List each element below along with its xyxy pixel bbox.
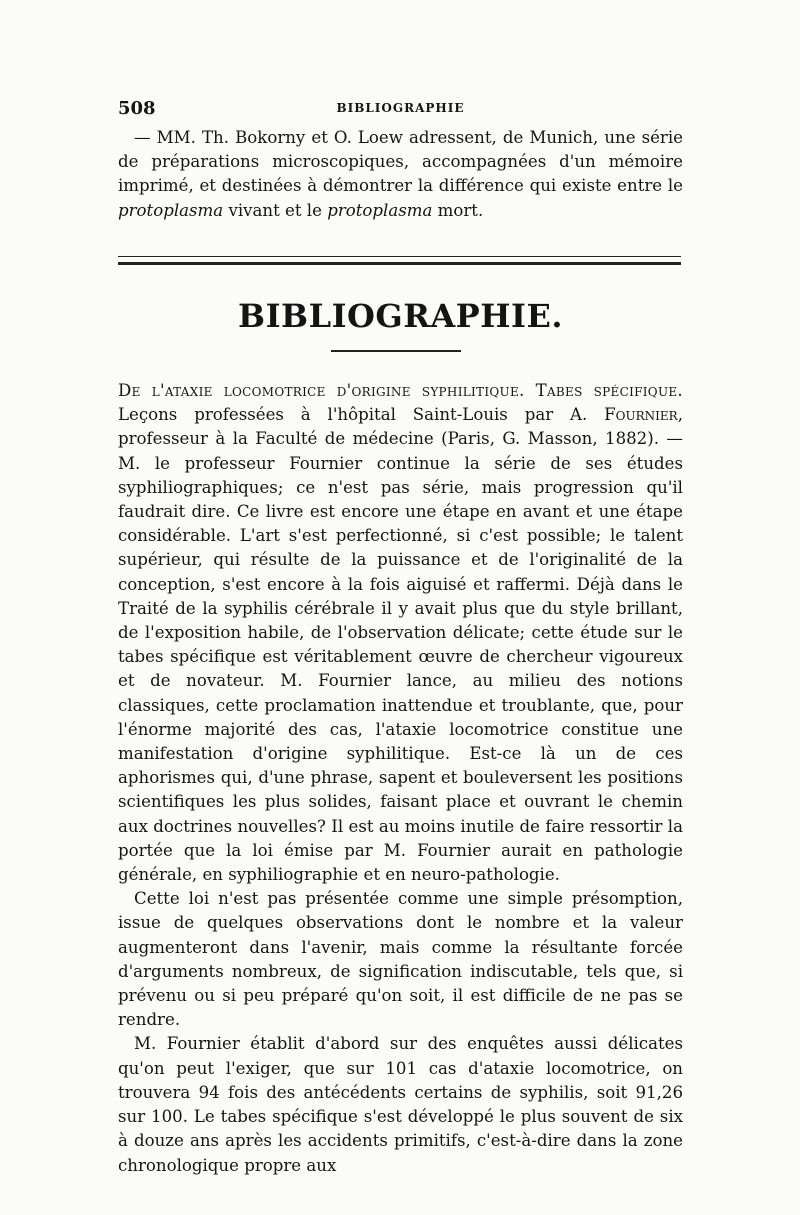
intro-paragraph xyxy=(118,126,683,223)
article-lead-b: , professeur à la Faculté de médecine (Paris, G. Masson, 1882). — M. le professeur Fournier continue la série de ses études syphiliographiques; ce n'est pas série, mais progression qu'il faudrait dire. Ce livre est encore une étape en avant et une étape considérable. L'art s'est perfectionné, si c'est possible; le talent supérieur, qui résulte de la puissance et de l'originalité de la conception, s'est encore à la fois aiguisé et raffermi. Déjà dans le Traité de la syphilis cérébrale il y avait plus que du style brillant, de l'exposition habile, de l'observation délicate; cette étude sur le tabes spécifique est véritablement œuvre de chercheur vigoureux et de novateur. M. Fournier lance, au milieu des notions classiques, cette proclamation inattendue et troublante, que, pour l'énorme majorité des cas, l'ataxie locomotrice constitue une manifestation d'origine syphilitique. Est-ce là un de ces aphorismes qui, d'une phrase, sapent et bouleversent les positions scientifiques les plus solides, faisant place et ouvrant le chemin aux doctrines nouvelles? Il est au moins inutile de faire ressortir la portée que la loi émise par M. Fournier aurait en pathologie générale, en syphiliographie et en neuro-pathologie. xyxy=(118,405,683,885)
author-name: Fournier xyxy=(604,405,678,425)
intro-emphasis-2: protoplasma xyxy=(327,200,433,220)
intro-text-c: mort. xyxy=(432,200,484,220)
section-divider-thin xyxy=(118,256,681,257)
intro-text-b: vivant et le xyxy=(223,200,328,220)
title-underline xyxy=(331,350,461,352)
article-paragraph-2: Cette loi n'est pas présentée comme une simple présomption, issue de quelques observations dont le nombre et la valeur augmenteront dans l'avenir, mais comme la résultante forcée d'arguments nombreux, de signification indiscutable, tels que, si prévenu ou si peu préparé qu'on soit, il est difficile de ne pas se rendre. xyxy=(118,889,683,1030)
page-number: 508 xyxy=(118,98,156,119)
intro-paragraph-block xyxy=(118,126,683,223)
article-paragraph-3: M. Fournier établit d'abord sur des enquêtes aussi délicates qu'on peut l'exiger, que sur 101 cas d'ataxie locomotrice, on trouvera 94 fois des antécédents certains de syphilis, soit 91,26 sur 100. Le tabes spécifique s'est développé le plus souvent de six à douze ans après les accidents primitifs, c'est-à-dire dans la zone chronologique propre aux xyxy=(118,1034,683,1175)
intro-text-a: — MM. Th. Bokorny et O. Loew adressent, de Munich, une série de préparations microscopiques, accompagnées d'un mémoire imprimé, et destinées à démontrer la différence qui existe entre le xyxy=(118,128,683,196)
intro-emphasis-1: protoplasma xyxy=(118,200,224,220)
running-header xyxy=(118,98,683,122)
section-divider-thick xyxy=(118,262,681,265)
running-title: BIBLIOGRAPHIE xyxy=(336,101,465,115)
article-heading: De l'ataxie locomotrice d'origine syphilitique. Tabes spécifique. xyxy=(118,381,683,400)
section-title: BIBLIOGRAPHIE. xyxy=(238,297,563,335)
article-paragraph-1 xyxy=(118,379,683,887)
article-body xyxy=(118,379,683,1178)
article-lead-a: Leçons professées à l'hôpital Saint-Louis par A. xyxy=(118,405,605,425)
